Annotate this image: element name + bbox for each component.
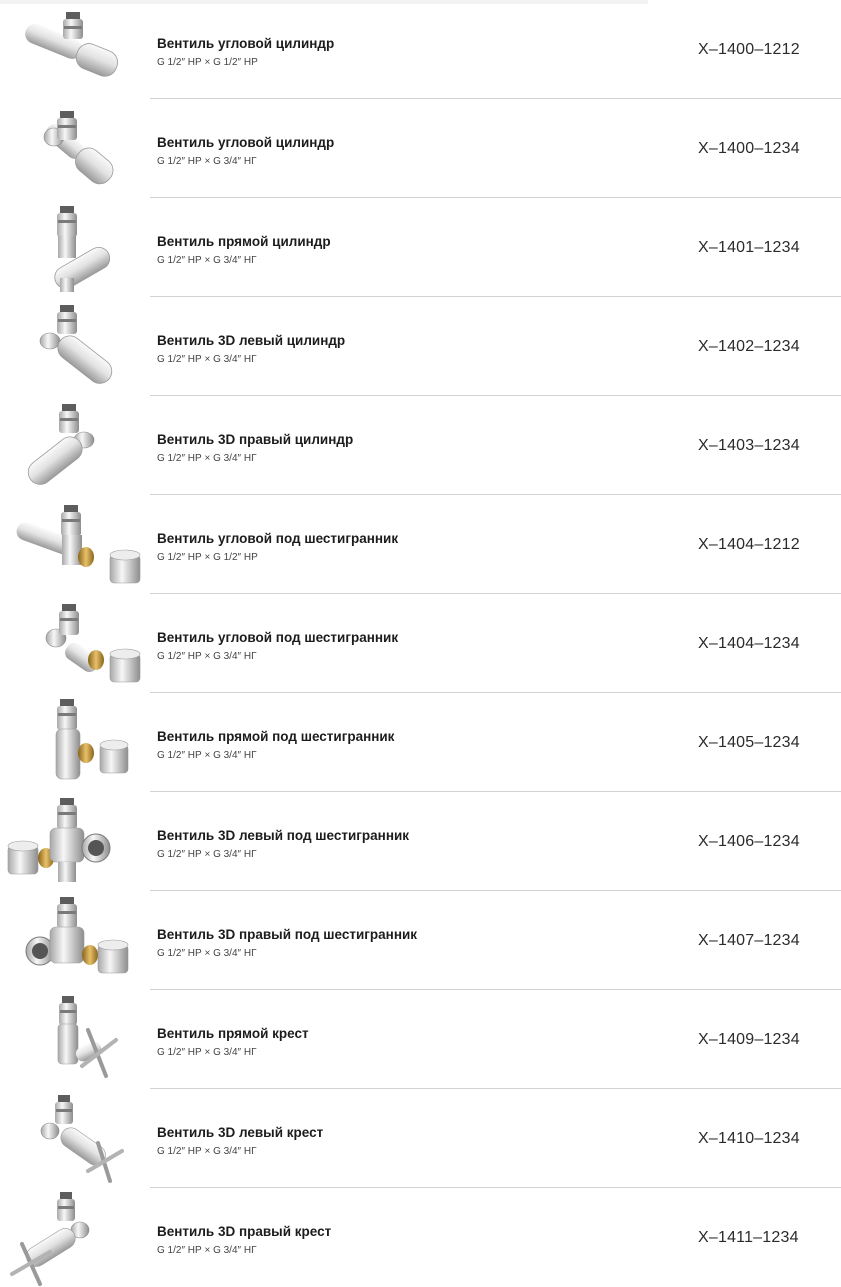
product-name: Вентиль угловой цилиндр [157, 135, 335, 150]
product-row [0, 99, 841, 198]
product-image [0, 1089, 150, 1188]
product-code: X–1406–1234 [698, 833, 800, 850]
product-code: X–1407–1234 [698, 932, 800, 949]
product-code: X–1400–1234 [698, 140, 800, 157]
product-name: Вентиль прямой под шестигранник [157, 729, 395, 744]
product-spec: G 1/2″ НР × G 1/2″ НР [157, 57, 258, 68]
product-spec: G 1/2″ НР × G 3/4″ НГ [157, 453, 257, 464]
product-image [0, 297, 150, 396]
product-image [0, 99, 150, 198]
product-row [0, 198, 841, 297]
product-image [0, 594, 150, 693]
product-name: Вентиль угловой под шестигранник [157, 630, 399, 645]
straight-valve-cylinder-icon [0, 198, 150, 297]
product-image [0, 693, 150, 792]
product-code: X–1401–1234 [698, 239, 800, 256]
3d-left-valve-cylinder-icon [0, 297, 150, 396]
product-code: X–1409–1234 [698, 1031, 800, 1048]
product-spec: G 1/2″ НР × G 3/4″ НГ [157, 849, 257, 860]
product-image [0, 792, 150, 891]
product-code: X–1411–1234 [698, 1229, 799, 1246]
product-code: X–1404–1212 [698, 536, 800, 553]
product-name: Вентиль 3D правый крест [157, 1224, 332, 1239]
product-image [0, 891, 150, 990]
product-row [0, 396, 841, 495]
product-name: Вентиль 3D левый под шестигранник [157, 828, 410, 843]
product-spec: G 1/2″ НР × G 3/4″ НГ [157, 354, 257, 365]
product-name: Вентиль прямой крест [157, 1026, 309, 1041]
product-spec: G 1/2″ НР × G 3/4″ НГ [157, 1047, 257, 1058]
product-code: X–1403–1234 [698, 437, 800, 454]
straight-valve-cross-icon [0, 990, 150, 1089]
product-image [0, 198, 150, 297]
product-row [0, 594, 841, 693]
product-name: Вентиль прямой цилиндр [157, 234, 331, 249]
product-name: Вентиль 3D правый под шестигранник [157, 927, 418, 942]
straight-valve-hex-icon [0, 693, 150, 792]
product-row [0, 990, 841, 1089]
product-spec: G 1/2″ НР × G 3/4″ НГ [157, 156, 257, 167]
product-spec: G 1/2″ НР × G 1/2″ НР [157, 552, 258, 563]
product-code: X–1405–1234 [698, 734, 800, 751]
product-image [0, 990, 150, 1089]
product-image [0, 0, 150, 99]
product-row [0, 891, 841, 990]
product-code: X–1400–1212 [698, 41, 800, 58]
product-spec: G 1/2″ НР × G 3/4″ НГ [157, 948, 257, 959]
product-name: Вентиль угловой цилиндр [157, 36, 335, 51]
angle-valve-hex-icon [0, 594, 150, 693]
product-name: Вентиль угловой под шестигранник [157, 531, 399, 546]
3d-right-valve-cross-icon [0, 1188, 150, 1287]
product-code: X–1410–1234 [698, 1130, 800, 1147]
product-row [0, 792, 841, 891]
product-spec: G 1/2″ НР × G 3/4″ НГ [157, 651, 257, 662]
3d-right-valve-hex-icon [0, 891, 150, 990]
angle-valve-cylinder-icon [0, 99, 150, 198]
product-name: Вентиль 3D правый цилиндр [157, 432, 354, 447]
product-name: Вентиль 3D левый цилиндр [157, 333, 346, 348]
product-image [0, 1188, 150, 1287]
angle-valve-hex-icon [0, 495, 150, 594]
product-image [0, 396, 150, 495]
product-code: X–1404–1234 [698, 635, 800, 652]
product-spec: G 1/2″ НР × G 3/4″ НГ [157, 255, 257, 266]
product-spec: G 1/2″ НР × G 3/4″ НГ [157, 750, 257, 761]
product-code: X–1402–1234 [698, 338, 800, 355]
product-row [0, 0, 841, 99]
product-row [0, 1089, 841, 1188]
product-row [0, 297, 841, 396]
3d-left-valve-hex-icon [0, 792, 150, 891]
angle-valve-cylinder-icon [0, 0, 150, 99]
product-spec: G 1/2″ НР × G 3/4″ НГ [157, 1245, 257, 1256]
product-name: Вентиль 3D левый крест [157, 1125, 324, 1140]
product-row [0, 693, 841, 792]
3d-right-valve-cylinder-icon [0, 396, 150, 495]
product-row [0, 1188, 841, 1287]
product-image [0, 495, 150, 594]
3d-left-valve-cross-icon [0, 1089, 150, 1188]
product-spec: G 1/2″ НР × G 3/4″ НГ [157, 1146, 257, 1157]
product-row [0, 495, 841, 594]
